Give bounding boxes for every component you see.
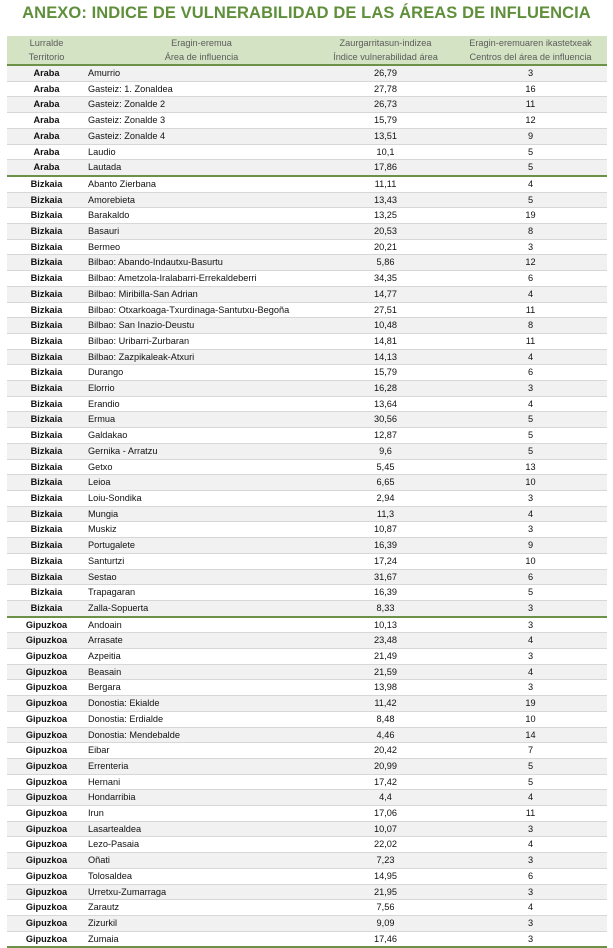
table-row <box>7 884 607 900</box>
area-cell: Gasteiz: Zonalde 3 <box>86 113 317 129</box>
centers-cell: 4 <box>454 176 607 192</box>
territory-cell: Bizkaia <box>7 522 86 538</box>
area-cell: Mungia <box>86 506 317 522</box>
territory-cell: Gipuzkoa <box>7 868 86 884</box>
territory-cell: Bizkaia <box>7 459 86 475</box>
table-row <box>7 868 607 884</box>
table-row <box>7 208 607 224</box>
territory-cell: Bizkaia <box>7 490 86 506</box>
territory-cell: Bizkaia <box>7 381 86 397</box>
area-cell: Bilbao: Zazpikaleak-Atxuri <box>86 349 317 365</box>
territory-cell: Araba <box>7 128 86 144</box>
table-row <box>7 915 607 931</box>
table-row <box>7 490 607 506</box>
area-cell: Gasteiz: Zonalde 4 <box>86 128 317 144</box>
table-row <box>7 459 607 475</box>
centers-cell: 3 <box>454 617 607 633</box>
table-row <box>7 396 607 412</box>
centers-cell: 11 <box>454 302 607 318</box>
table-row <box>7 255 607 271</box>
centers-cell: 6 <box>454 271 607 287</box>
centers-cell: 5 <box>454 443 607 459</box>
centers-cell: 3 <box>454 853 607 869</box>
territory-cell: Gipuzkoa <box>7 617 86 633</box>
territory-cell: Bizkaia <box>7 224 86 240</box>
area-cell: Zarautz <box>86 900 317 916</box>
table-row <box>7 81 607 97</box>
index-cell: 16,28 <box>317 381 454 397</box>
centers-cell: 4 <box>454 286 607 302</box>
area-cell: Getxo <box>86 459 317 475</box>
territory-cell: Bizkaia <box>7 585 86 601</box>
table-row <box>7 302 607 318</box>
area-cell: Bilbao: Miribilla-San Adrian <box>86 286 317 302</box>
index-cell: 10,13 <box>317 617 454 633</box>
index-cell: 20,21 <box>317 239 454 255</box>
header-index-es: Índice vulnerabilidad área <box>317 50 454 65</box>
table-row <box>7 680 607 696</box>
area-cell: Lasartealdea <box>86 821 317 837</box>
index-cell: 13,64 <box>317 396 454 412</box>
table-row <box>7 318 607 334</box>
table-row <box>7 428 607 444</box>
table-row <box>7 931 607 947</box>
area-cell: Basauri <box>86 224 317 240</box>
index-cell: 26,79 <box>317 65 454 81</box>
index-cell: 20,42 <box>317 743 454 759</box>
area-cell: Zizurkil <box>86 915 317 931</box>
territory-cell: Bizkaia <box>7 255 86 271</box>
centers-cell: 4 <box>454 837 607 853</box>
centers-cell: 3 <box>454 931 607 947</box>
index-cell: 16,39 <box>317 538 454 554</box>
table-body <box>7 65 607 947</box>
header-row-basque <box>7 36 607 50</box>
territory-cell: Gipuzkoa <box>7 774 86 790</box>
area-cell: Andoain <box>86 617 317 633</box>
area-cell: Errenteria <box>86 758 317 774</box>
index-cell: 17,86 <box>317 160 454 176</box>
table-row <box>7 600 607 616</box>
territory-cell: Gipuzkoa <box>7 649 86 665</box>
centers-cell: 4 <box>454 633 607 649</box>
area-cell: Beasain <box>86 664 317 680</box>
territory-cell: Gipuzkoa <box>7 758 86 774</box>
index-cell: 5,45 <box>317 459 454 475</box>
index-cell: 13,43 <box>317 192 454 208</box>
area-cell: Gasteiz: Zonalde 2 <box>86 97 317 113</box>
territory-cell: Gipuzkoa <box>7 696 86 712</box>
area-cell: Irun <box>86 806 317 822</box>
centers-cell: 3 <box>454 600 607 616</box>
index-cell: 20,99 <box>317 758 454 774</box>
centers-cell: 11 <box>454 97 607 113</box>
table-row <box>7 522 607 538</box>
table-row <box>7 790 607 806</box>
territory-cell: Bizkaia <box>7 333 86 349</box>
header-centers-es: Centros del área de influencia <box>454 50 607 65</box>
centers-cell: 5 <box>454 192 607 208</box>
index-cell: 27,78 <box>317 81 454 97</box>
centers-cell: 5 <box>454 774 607 790</box>
centers-cell: 12 <box>454 255 607 271</box>
centers-cell: 13 <box>454 459 607 475</box>
area-cell: Elorrio <box>86 381 317 397</box>
centers-cell: 3 <box>454 239 607 255</box>
centers-cell: 3 <box>454 821 607 837</box>
territory-cell: Gipuzkoa <box>7 680 86 696</box>
index-cell: 10,48 <box>317 318 454 334</box>
index-cell: 21,49 <box>317 649 454 665</box>
area-cell: Hondarribia <box>86 790 317 806</box>
index-cell: 14,77 <box>317 286 454 302</box>
area-cell: Eibar <box>86 743 317 759</box>
territory-cell: Gipuzkoa <box>7 806 86 822</box>
index-cell: 21,59 <box>317 664 454 680</box>
area-cell: Zumaia <box>86 931 317 947</box>
area-cell: Arrasate <box>86 633 317 649</box>
area-cell: Gasteiz: 1. Zonaldea <box>86 81 317 97</box>
header-territory-es: Territorio <box>7 50 86 65</box>
index-cell: 17,46 <box>317 931 454 947</box>
header-index-eu: Zaurgarritasun-indizea <box>317 36 454 50</box>
area-cell: Bilbao: Ametzola-Iralabarri-Errekaldeberri <box>86 271 317 287</box>
centers-cell: 3 <box>454 381 607 397</box>
area-cell: Lautada <box>86 160 317 176</box>
area-cell: Zalla-Sopuerta <box>86 600 317 616</box>
centers-cell: 5 <box>454 412 607 428</box>
area-cell: Bermeo <box>86 239 317 255</box>
area-cell: Muskiz <box>86 522 317 538</box>
area-cell: Amurrio <box>86 65 317 81</box>
territory-cell: Araba <box>7 113 86 129</box>
area-cell: Erandio <box>86 396 317 412</box>
table-row <box>7 65 607 81</box>
table-row <box>7 806 607 822</box>
territory-cell: Gipuzkoa <box>7 664 86 680</box>
index-cell: 15,79 <box>317 365 454 381</box>
territory-cell: Gipuzkoa <box>7 853 86 869</box>
table-row <box>7 758 607 774</box>
table-row <box>7 160 607 176</box>
centers-cell: 3 <box>454 490 607 506</box>
index-cell: 13,98 <box>317 680 454 696</box>
area-cell: Lezo-Pasaia <box>86 837 317 853</box>
area-cell: Hernani <box>86 774 317 790</box>
territory-cell: Gipuzkoa <box>7 837 86 853</box>
table-row <box>7 128 607 144</box>
index-cell: 10,07 <box>317 821 454 837</box>
header-area-es: Área de influencia <box>86 50 317 65</box>
table-row <box>7 144 607 160</box>
area-cell: Portugalete <box>86 538 317 554</box>
centers-cell: 14 <box>454 727 607 743</box>
index-cell: 23,48 <box>317 633 454 649</box>
territory-cell: Gipuzkoa <box>7 633 86 649</box>
index-cell: 17,24 <box>317 553 454 569</box>
centers-cell: 4 <box>454 506 607 522</box>
territory-cell: Bizkaia <box>7 176 86 192</box>
table-row <box>7 475 607 491</box>
centers-cell: 5 <box>454 160 607 176</box>
centers-cell: 10 <box>454 553 607 569</box>
table-row <box>7 743 607 759</box>
index-cell: 4,4 <box>317 790 454 806</box>
territory-cell: Gipuzkoa <box>7 711 86 727</box>
table-row <box>7 837 607 853</box>
centers-cell: 4 <box>454 349 607 365</box>
table-row <box>7 774 607 790</box>
area-cell: Barakaldo <box>86 208 317 224</box>
index-cell: 14,13 <box>317 349 454 365</box>
centers-cell: 4 <box>454 900 607 916</box>
table-row <box>7 696 607 712</box>
territory-cell: Araba <box>7 144 86 160</box>
index-cell: 30,56 <box>317 412 454 428</box>
index-cell: 4,46 <box>317 727 454 743</box>
table-row <box>7 239 607 255</box>
index-cell: 11,3 <box>317 506 454 522</box>
territory-cell: Gipuzkoa <box>7 790 86 806</box>
centers-cell: 5 <box>454 758 607 774</box>
centers-cell: 6 <box>454 569 607 585</box>
centers-cell: 10 <box>454 475 607 491</box>
table-row <box>7 711 607 727</box>
territory-cell: Bizkaia <box>7 239 86 255</box>
table-row <box>7 271 607 287</box>
table-row <box>7 113 607 129</box>
table-row <box>7 664 607 680</box>
territory-cell: Bizkaia <box>7 302 86 318</box>
territory-cell: Gipuzkoa <box>7 743 86 759</box>
index-cell: 8,33 <box>317 600 454 616</box>
centers-cell: 9 <box>454 538 607 554</box>
centers-cell: 12 <box>454 113 607 129</box>
header-centers-eu: Eragin-eremuaren ikastetxeak <box>454 36 607 50</box>
table-row <box>7 506 607 522</box>
area-cell: Laudio <box>86 144 317 160</box>
index-cell: 10,87 <box>317 522 454 538</box>
index-cell: 10,1 <box>317 144 454 160</box>
index-cell: 14,95 <box>317 868 454 884</box>
table-row <box>7 633 607 649</box>
centers-cell: 11 <box>454 333 607 349</box>
centers-cell: 9 <box>454 128 607 144</box>
centers-cell: 4 <box>454 664 607 680</box>
territory-cell: Gipuzkoa <box>7 821 86 837</box>
centers-cell: 19 <box>454 208 607 224</box>
index-cell: 6,65 <box>317 475 454 491</box>
centers-cell: 3 <box>454 65 607 81</box>
territory-cell: Bizkaia <box>7 443 86 459</box>
table-header <box>7 36 607 65</box>
territory-cell: Bizkaia <box>7 553 86 569</box>
index-cell: 7,23 <box>317 853 454 869</box>
table-row <box>7 192 607 208</box>
index-cell: 12,87 <box>317 428 454 444</box>
index-cell: 7,56 <box>317 900 454 916</box>
territory-cell: Gipuzkoa <box>7 727 86 743</box>
table-row <box>7 585 607 601</box>
area-cell: Tolosaldea <box>86 868 317 884</box>
index-cell: 15,79 <box>317 113 454 129</box>
table-row <box>7 412 607 428</box>
centers-cell: 7 <box>454 743 607 759</box>
table-row <box>7 553 607 569</box>
area-cell: Trapagaran <box>86 585 317 601</box>
territory-cell: Bizkaia <box>7 600 86 616</box>
index-cell: 20,53 <box>317 224 454 240</box>
area-cell: Bergara <box>86 680 317 696</box>
index-cell: 8,48 <box>317 711 454 727</box>
area-cell: Galdakao <box>86 428 317 444</box>
table-row <box>7 349 607 365</box>
territory-cell: Gipuzkoa <box>7 884 86 900</box>
index-cell: 26,73 <box>317 97 454 113</box>
header-row-spanish <box>7 50 607 65</box>
index-cell: 14,81 <box>317 333 454 349</box>
header-territory-eu: Lurralde <box>7 36 86 50</box>
index-cell: 5,86 <box>317 255 454 271</box>
area-cell: Loiu-Sondika <box>86 490 317 506</box>
area-cell: Bilbao: Otxarkoaga-Txurdinaga-Santutxu-Begoña <box>86 302 317 318</box>
centers-cell: 3 <box>454 884 607 900</box>
table-row <box>7 176 607 192</box>
centers-cell: 19 <box>454 696 607 712</box>
territory-cell: Bizkaia <box>7 349 86 365</box>
area-cell: Leioa <box>86 475 317 491</box>
territory-cell: Bizkaia <box>7 318 86 334</box>
centers-cell: 8 <box>454 318 607 334</box>
centers-cell: 3 <box>454 649 607 665</box>
table-row <box>7 443 607 459</box>
table-row <box>7 569 607 585</box>
index-cell: 9,6 <box>317 443 454 459</box>
index-cell: 11,11 <box>317 176 454 192</box>
table-row <box>7 333 607 349</box>
centers-cell: 5 <box>454 144 607 160</box>
territory-cell: Bizkaia <box>7 192 86 208</box>
table-row <box>7 286 607 302</box>
centers-cell: 3 <box>454 680 607 696</box>
centers-cell: 8 <box>454 224 607 240</box>
centers-cell: 4 <box>454 790 607 806</box>
table-row <box>7 900 607 916</box>
territory-cell: Bizkaia <box>7 428 86 444</box>
territory-cell: Bizkaia <box>7 412 86 428</box>
territory-cell: Bizkaia <box>7 569 86 585</box>
index-cell: 34,35 <box>317 271 454 287</box>
territory-cell: Bizkaia <box>7 506 86 522</box>
centers-cell: 11 <box>454 806 607 822</box>
territory-cell: Bizkaia <box>7 271 86 287</box>
area-cell: Urretxu-Zumarraga <box>86 884 317 900</box>
territory-cell: Araba <box>7 81 86 97</box>
centers-cell: 5 <box>454 428 607 444</box>
table-row <box>7 853 607 869</box>
table-row <box>7 224 607 240</box>
centers-cell: 4 <box>454 396 607 412</box>
area-cell: Abanto Zierbana <box>86 176 317 192</box>
area-cell: Donostia: Ekialde <box>86 696 317 712</box>
area-cell: Amorebieta <box>86 192 317 208</box>
index-cell: 17,42 <box>317 774 454 790</box>
territory-cell: Araba <box>7 97 86 113</box>
index-cell: 21,95 <box>317 884 454 900</box>
territory-cell: Araba <box>7 160 86 176</box>
index-cell: 13,51 <box>317 128 454 144</box>
area-cell: Donostia: Erdialde <box>86 711 317 727</box>
index-cell: 31,67 <box>317 569 454 585</box>
area-cell: Bilbao: Abando-Indautxu-Basurtu <box>86 255 317 271</box>
table-row <box>7 821 607 837</box>
territory-cell: Gipuzkoa <box>7 915 86 931</box>
territory-cell: Gipuzkoa <box>7 900 86 916</box>
header-area-eu: Eragin-eremua <box>86 36 317 50</box>
index-cell: 22,02 <box>317 837 454 853</box>
index-cell: 13,25 <box>317 208 454 224</box>
index-cell: 11,42 <box>317 696 454 712</box>
territory-cell: Araba <box>7 65 86 81</box>
area-cell: Sestao <box>86 569 317 585</box>
table-row <box>7 97 607 113</box>
table-row <box>7 538 607 554</box>
area-cell: Durango <box>86 365 317 381</box>
area-cell: Bilbao: Uribarri-Zurbaran <box>86 333 317 349</box>
centers-cell: 5 <box>454 585 607 601</box>
area-cell: Gernika - Arratzu <box>86 443 317 459</box>
centers-cell: 16 <box>454 81 607 97</box>
area-cell: Azpeitia <box>86 649 317 665</box>
territory-cell: Bizkaia <box>7 286 86 302</box>
centers-cell: 3 <box>454 522 607 538</box>
territory-cell: Bizkaia <box>7 475 86 491</box>
territory-cell: Bizkaia <box>7 396 86 412</box>
centers-cell: 6 <box>454 365 607 381</box>
index-cell: 17,06 <box>317 806 454 822</box>
territory-cell: Bizkaia <box>7 538 86 554</box>
centers-cell: 6 <box>454 868 607 884</box>
territory-cell: Bizkaia <box>7 365 86 381</box>
table-row <box>7 365 607 381</box>
table-row <box>7 727 607 743</box>
page-title: ANEXO: INDICE DE VULNERABILIDAD DE LAS ÁREAS DE INFLUENCIA <box>22 4 591 22</box>
table-row <box>7 617 607 633</box>
area-cell: Bilbao: San Inazio-Deustu <box>86 318 317 334</box>
area-cell: Ermua <box>86 412 317 428</box>
area-cell: Oñati <box>86 853 317 869</box>
centers-cell: 10 <box>454 711 607 727</box>
area-cell: Santurtzi <box>86 553 317 569</box>
territory-cell: Gipuzkoa <box>7 931 86 947</box>
table-row <box>7 649 607 665</box>
index-cell: 2,94 <box>317 490 454 506</box>
area-cell: Donostia: Mendebalde <box>86 727 317 743</box>
centers-cell: 3 <box>454 915 607 931</box>
index-cell: 9,09 <box>317 915 454 931</box>
territory-cell: Bizkaia <box>7 208 86 224</box>
index-cell: 27,51 <box>317 302 454 318</box>
vulnerability-table <box>7 36 607 948</box>
table-row <box>7 381 607 397</box>
index-cell: 16,39 <box>317 585 454 601</box>
